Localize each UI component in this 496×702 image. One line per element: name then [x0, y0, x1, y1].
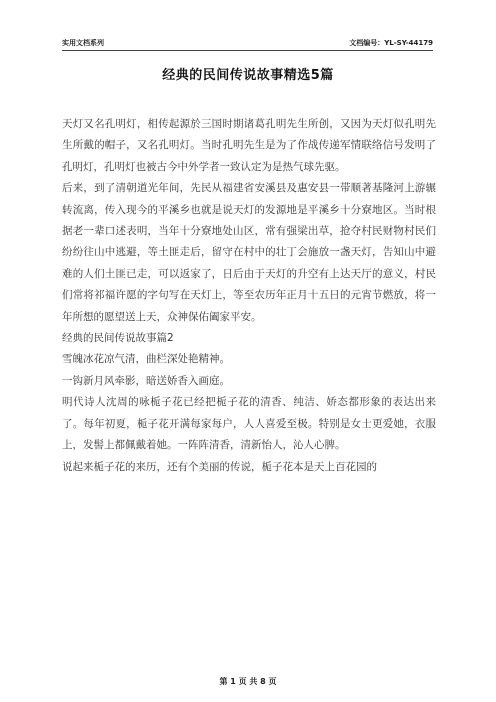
document-title: 经典的民间传说故事精选5篇: [162, 68, 334, 83]
poem-line-1: 雪魄冰花凉气清，曲栏深处艳精神。: [62, 353, 230, 366]
page-header: [62, 36, 433, 51]
poem-line-2: 一钩新月风牵影，暗送娇香入画庭。: [62, 374, 230, 387]
header-series-label: 实用文档系列: [62, 39, 104, 47]
page-footer: 第 1 页 共 8 页: [219, 677, 277, 686]
paragraph-4: 说起来栀子花的来历，还有个美丽的传说，栀子花本是天上百花园的: [62, 460, 377, 473]
paragraph-3: 明代诗人沈周的咏栀子花已经把栀子花的清香、纯洁、娇态都形象的表达出来了。每年初夏，栀子花开满每家每户，人人喜爱至极。特别是女士更爱她，衣服上，发髻上都佩戴着她。一阵阵清香，清新怡人，沁人心脾。: [62, 396, 436, 452]
paragraph-2: 后来，到了清朝道光年间，先民从福建省安溪县及惠安县一带顺著基隆河上游辗转流离，传入现今的平溪乡也就是说天灯的发源地是平溪乡十分寮地区。当时根据老一辈口述表明，当年十分寮地处山区，常有强梁出草，抢夺村民财物村民们纷纷往山中逃避，等土匪走后，留守在村中的壮丁会施放一盏天灯，告知山中避难的人们土匪已走，可以返家了，日后由于天灯的升空有上达天厅的意义，村民们常将祁福许愿的字句写在天灯上，等至农历年正月十五日的元宵节燃放，将一年所想的愿望送上天，众神保佑阖家平安。: [62, 182, 436, 323]
document-body: [62, 114, 436, 478]
header-doc-number: 文档编号：YL-SY-44179: [349, 39, 433, 47]
paragraph-1: 天灯又名孔明灯，相传起源於三国时期诸葛孔明先生所创，又因为天灯似孔明先生所戴的帽子，又名孔明灯。当时孔明先生是为了作战传递军情联络信号发明了孔明灯，孔明灯也被古今中外学者一致认定为是热气球先驱。: [62, 118, 436, 173]
section-heading-2: 经典的民间传说故事篇2: [62, 332, 174, 345]
